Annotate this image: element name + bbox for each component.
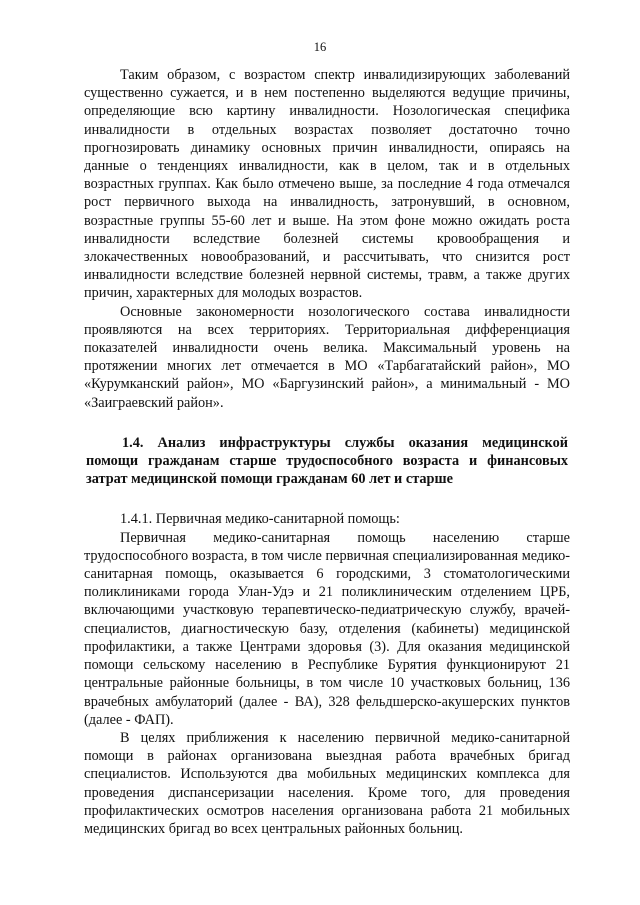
subsection-heading-1-4-1: 1.4.1. Первичная медико-санитарной помощь: (120, 511, 400, 528)
page-number: 16 (313, 40, 327, 54)
page-content (84, 66, 570, 838)
paragraph-territorial-differences: Основные закономерности нозологического состава инвалидности проявляются на всех территориях. Территориальная дифференциация показателей инвалидности очень велика. Максимальный уровень на протяжении многих лет отмечается в МО «Тарбагатайский район», МО «Курумканский район», МО «Баргузинский район», а минимальный - МО «Заиграевский район». (84, 303, 570, 411)
paragraph-primary-care: Первичная медико-санитарная помощь населению старше трудоспособного возраста, в том числе первичная специализированная медико-санитарная помощь, оказывается 6 городскими, 3 стоматологическими поликлиниками города Улан-Удэ и 21 поликлиническим отделением ЦРБ, включающими участковую терапевтическо-педиатрическую службу, врачей-специалистов, диагностическую базу, отделения (кабинеты) медицинской профилактики, а также Центрами здоровья (3). Для оказания медицинской помощи сельскому населению в Республике Бурятия функционируют 21 центральные районные больницы, в том числе 10 участковых больниц, 136 врачебных амбулаторий (далее - ВА), 328 фельдшерско-акушерских пунктов (далее - ФАП). (84, 529, 570, 728)
paragraph-age-spectrum: Таким образом, с возрастом спектр инвалидизирующих заболеваний существенно сужается, и в нем постепенно выделяются ведущие причины, определяющие всю картину инвалидности. Нозологическая специфика инвалидности в отдельных возрастах позволяет достаточно точно прогнозировать динамику основных причин инвалидности, опираясь на данные о тенденциях инвалидности, как в целом, так и в отдельных возрастных группах. Как было отмечено выше, за последние 4 года отмечался рост первичного выхода на инвалидность, затронувший, в основном, возрастные группы 55-60 лет и выше. На этом фоне можно ожидать роста инвалидности вследствие болезней системы кровообращения и злокачественных новообразований, и рассчитывать, что снизится рост инвалидности вследствие болезней нервной системы, травм, а также других причин, характерных для молодых возрастов. (84, 67, 570, 302)
section-heading-1-4: 1.4. Анализ инфраструктуры службы оказания медицинской помощи гражданам старше трудоспособного возраста и финансовых затрат медицинской помощи гражданам 60 лет и старше (86, 434, 568, 488)
paragraph-mobile-teams: В целях приближения к населению первичной медико-санитарной помощи в районах организована выездная работа врачебных бригад специалистов. Используются два мобильных медицинских комплекса для проведения диспансеризации населения. Кроме того, для проведения профилактических осмотров населения организована работа 21 мобильных медицинских бригад во всех центральных районных больниц. (84, 729, 570, 837)
